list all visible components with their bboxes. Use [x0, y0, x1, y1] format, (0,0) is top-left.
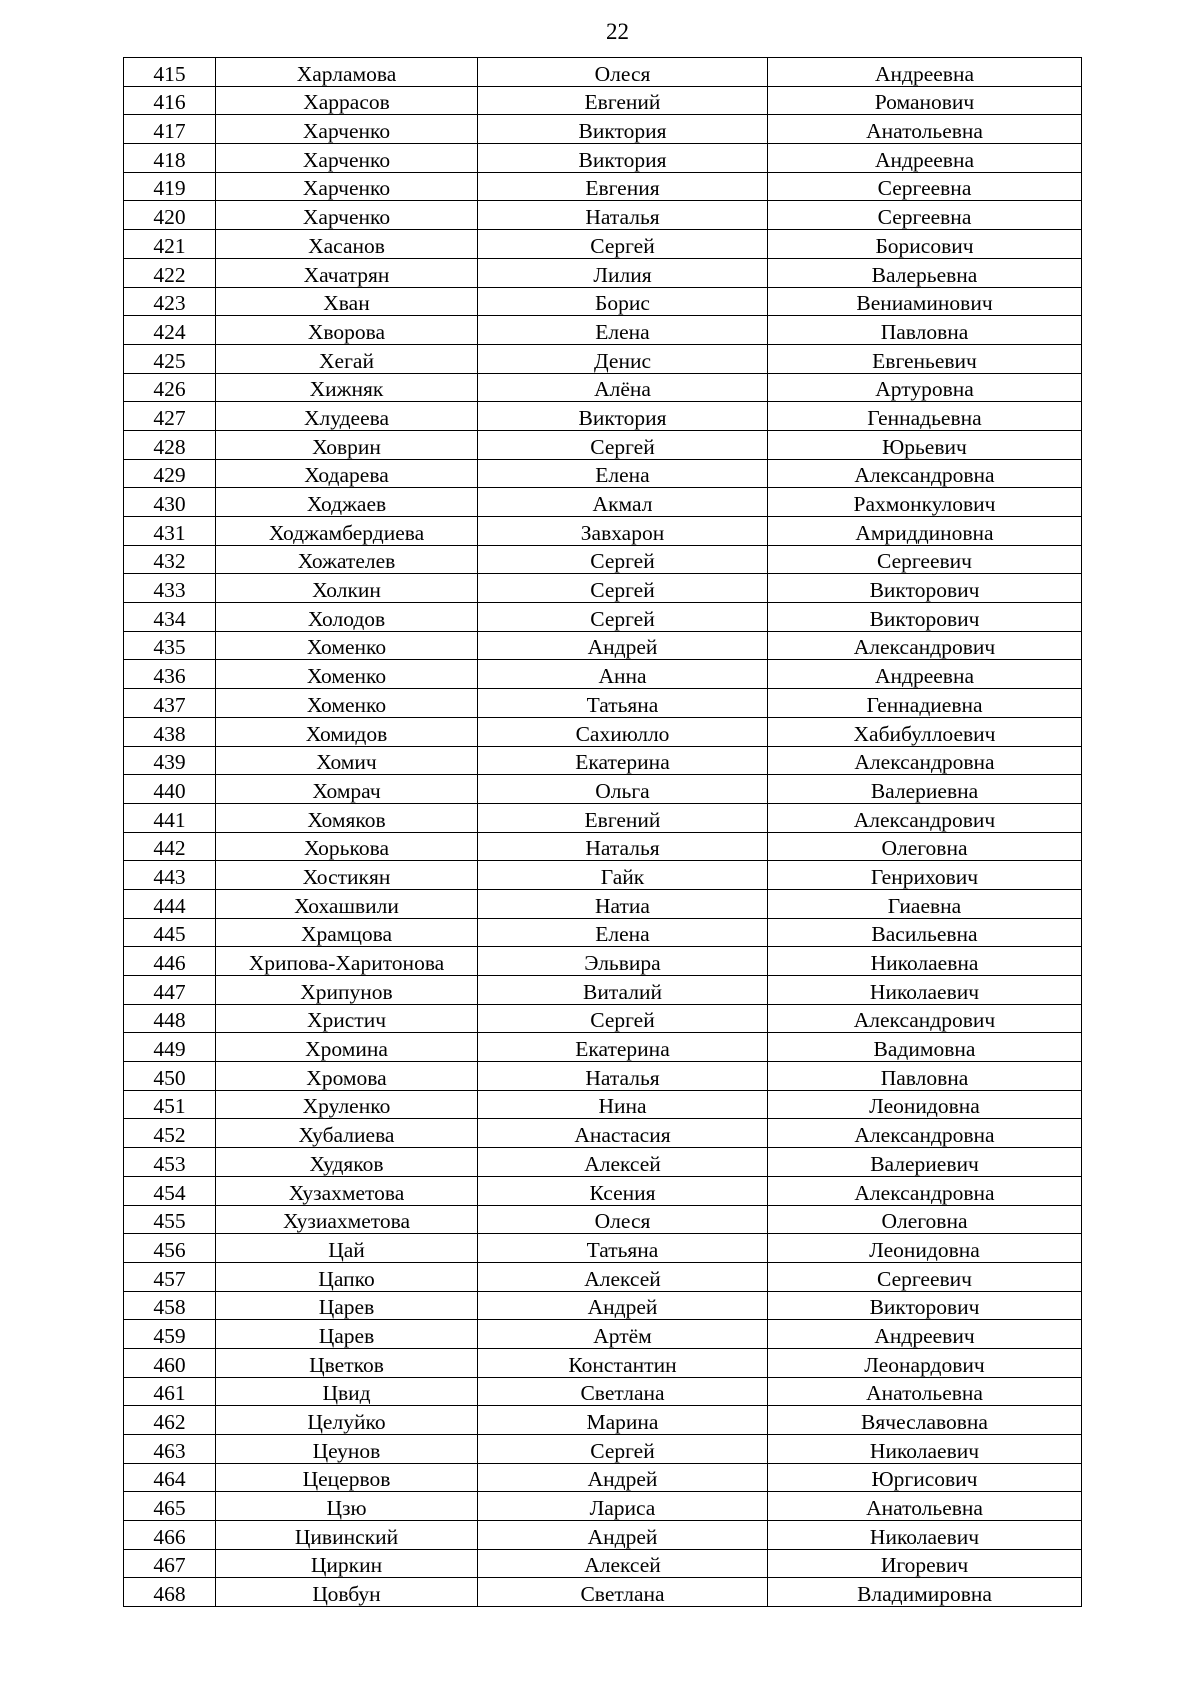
table-row [124, 1234, 1082, 1263]
table-row [124, 574, 1082, 603]
first-name-cell: Сергей [478, 574, 768, 603]
row-number-cell: 424 [124, 316, 216, 345]
row-number-cell: 456 [124, 1234, 216, 1263]
first-name-cell: Гайк [478, 861, 768, 890]
last-name-cell: Цай [216, 1234, 478, 1263]
last-name-cell: Хижняк [216, 373, 478, 402]
table-row [124, 1176, 1082, 1205]
row-number-cell: 431 [124, 517, 216, 546]
row-number-cell: 452 [124, 1119, 216, 1148]
first-name-cell: Алексей [478, 1148, 768, 1177]
last-name-cell: Цапко [216, 1262, 478, 1291]
first-name-cell: Ксения [478, 1176, 768, 1205]
row-number-cell: 444 [124, 889, 216, 918]
row-number-cell: 457 [124, 1262, 216, 1291]
patronymic-cell: Александрович [768, 1004, 1082, 1033]
first-name-cell: Ольга [478, 775, 768, 804]
last-name-cell: Хомич [216, 746, 478, 775]
row-number-cell: 449 [124, 1033, 216, 1062]
first-name-cell: Татьяна [478, 689, 768, 718]
first-name-cell: Анастасия [478, 1119, 768, 1148]
patronymic-cell: Викторович [768, 1291, 1082, 1320]
first-name-cell: Константин [478, 1348, 768, 1377]
table-row [124, 1033, 1082, 1062]
patronymic-cell: Юргисович [768, 1463, 1082, 1492]
patronymic-cell: Викторович [768, 603, 1082, 632]
row-number-cell: 443 [124, 861, 216, 890]
table-row [124, 631, 1082, 660]
last-name-cell: Хрипова-Харитонова [216, 947, 478, 976]
row-number-cell: 440 [124, 775, 216, 804]
first-name-cell: Денис [478, 344, 768, 373]
last-name-cell: Хохашвили [216, 889, 478, 918]
table-row [124, 947, 1082, 976]
patronymic-cell: Вениаминович [768, 287, 1082, 316]
first-name-cell: Екатерина [478, 1033, 768, 1062]
row-number-cell: 439 [124, 746, 216, 775]
last-name-cell: Хомидов [216, 717, 478, 746]
row-number-cell: 445 [124, 918, 216, 947]
table-row [124, 459, 1082, 488]
first-name-cell: Андрей [478, 1291, 768, 1320]
patronymic-cell: Николаевич [768, 1521, 1082, 1550]
table-row [124, 115, 1082, 144]
table-row [124, 1377, 1082, 1406]
table-row [124, 1004, 1082, 1033]
patronymic-cell: Николаевич [768, 1435, 1082, 1464]
first-name-cell: Сергей [478, 1435, 768, 1464]
last-name-cell: Холодов [216, 603, 478, 632]
table-row [124, 172, 1082, 201]
row-number-cell: 462 [124, 1406, 216, 1435]
row-number-cell: 417 [124, 115, 216, 144]
table-row [124, 545, 1082, 574]
patronymic-cell: Генрихович [768, 861, 1082, 890]
patronymic-cell: Борисович [768, 230, 1082, 259]
first-name-cell: Евгения [478, 172, 768, 201]
last-name-cell: Хлудеева [216, 402, 478, 431]
row-number-cell: 455 [124, 1205, 216, 1234]
last-name-cell: Хворова [216, 316, 478, 345]
table-row [124, 230, 1082, 259]
last-name-cell: Хомрач [216, 775, 478, 804]
first-name-cell: Сергей [478, 603, 768, 632]
table-row [124, 689, 1082, 718]
row-number-cell: 468 [124, 1578, 216, 1607]
table-row [124, 344, 1082, 373]
patronymic-cell: Павловна [768, 1062, 1082, 1091]
patronymic-cell: Евгеньевич [768, 344, 1082, 373]
last-name-cell: Целуйко [216, 1406, 478, 1435]
table-row [124, 603, 1082, 632]
patronymic-cell: Сергеевна [768, 172, 1082, 201]
row-number-cell: 460 [124, 1348, 216, 1377]
patronymic-cell: Николаевна [768, 947, 1082, 976]
last-name-cell: Хузиахметова [216, 1205, 478, 1234]
row-number-cell: 458 [124, 1291, 216, 1320]
last-name-cell: Циркин [216, 1549, 478, 1578]
last-name-cell: Харламова [216, 58, 478, 87]
patronymic-cell: Олеговна [768, 1205, 1082, 1234]
first-name-cell: Наталья [478, 1062, 768, 1091]
patronymic-cell: Александровна [768, 459, 1082, 488]
table-row [124, 1062, 1082, 1091]
last-name-cell: Холкин [216, 574, 478, 603]
first-name-cell: Лариса [478, 1492, 768, 1521]
first-name-cell: Борис [478, 287, 768, 316]
patronymic-cell: Леонидовна [768, 1090, 1082, 1119]
row-number-cell: 434 [124, 603, 216, 632]
patronymic-cell: Леонидовна [768, 1234, 1082, 1263]
first-name-cell: Анна [478, 660, 768, 689]
patronymic-cell: Павловна [768, 316, 1082, 345]
last-name-cell: Храмцова [216, 918, 478, 947]
table-row [124, 144, 1082, 173]
first-name-cell: Андрей [478, 631, 768, 660]
row-number-cell: 467 [124, 1549, 216, 1578]
row-number-cell: 429 [124, 459, 216, 488]
first-name-cell: Татьяна [478, 1234, 768, 1263]
table-row [124, 832, 1082, 861]
last-name-cell: Хруленко [216, 1090, 478, 1119]
patronymic-cell: Хабибуллоевич [768, 717, 1082, 746]
table-row [124, 918, 1082, 947]
last-name-cell: Ховрин [216, 430, 478, 459]
row-number-cell: 446 [124, 947, 216, 976]
row-number-cell: 441 [124, 803, 216, 832]
table-row [124, 1090, 1082, 1119]
patronymic-cell: Валериевич [768, 1148, 1082, 1177]
last-name-cell: Худяков [216, 1148, 478, 1177]
row-number-cell: 464 [124, 1463, 216, 1492]
first-name-cell: Алексей [478, 1549, 768, 1578]
row-number-cell: 428 [124, 430, 216, 459]
row-number-cell: 427 [124, 402, 216, 431]
page-number: 22 [606, 19, 629, 44]
patronymic-cell: Андреевич [768, 1320, 1082, 1349]
last-name-cell: Хостикян [216, 861, 478, 890]
row-number-cell: 435 [124, 631, 216, 660]
first-name-cell: Сергей [478, 1004, 768, 1033]
last-name-cell: Ходжаев [216, 488, 478, 517]
last-name-cell: Хромина [216, 1033, 478, 1062]
row-number-cell: 454 [124, 1176, 216, 1205]
last-name-cell: Хасанов [216, 230, 478, 259]
patronymic-cell: Анатольевна [768, 1377, 1082, 1406]
first-name-cell: Акмал [478, 488, 768, 517]
patronymic-cell: Валериевна [768, 775, 1082, 804]
first-name-cell: Светлана [478, 1377, 768, 1406]
first-name-cell: Андрей [478, 1463, 768, 1492]
table-row [124, 660, 1082, 689]
patronymic-cell: Сергеевич [768, 545, 1082, 574]
row-number-cell: 447 [124, 976, 216, 1005]
first-name-cell: Сергей [478, 230, 768, 259]
last-name-cell: Харченко [216, 201, 478, 230]
last-name-cell: Цецервов [216, 1463, 478, 1492]
first-name-cell: Сахиюлло [478, 717, 768, 746]
table-row [124, 746, 1082, 775]
table-row [124, 717, 1082, 746]
table-row [124, 1463, 1082, 1492]
patronymic-cell: Вадимовна [768, 1033, 1082, 1062]
first-name-cell: Елена [478, 918, 768, 947]
table-row [124, 316, 1082, 345]
table-row [124, 1205, 1082, 1234]
table-row [124, 517, 1082, 546]
last-name-cell: Харрасов [216, 86, 478, 115]
patronymic-cell: Анатольевна [768, 115, 1082, 144]
row-number-cell: 432 [124, 545, 216, 574]
row-number-cell: 425 [124, 344, 216, 373]
first-name-cell: Лилия [478, 258, 768, 287]
last-name-cell: Харченко [216, 144, 478, 173]
roster-table [123, 57, 1082, 1607]
first-name-cell: Елена [478, 459, 768, 488]
first-name-cell: Натиа [478, 889, 768, 918]
first-name-cell: Виктория [478, 402, 768, 431]
row-number-cell: 422 [124, 258, 216, 287]
patronymic-cell: Игоревич [768, 1549, 1082, 1578]
row-number-cell: 437 [124, 689, 216, 718]
patronymic-cell: Вячеславовна [768, 1406, 1082, 1435]
row-number-cell: 430 [124, 488, 216, 517]
table-row [124, 1549, 1082, 1578]
last-name-cell: Цеунов [216, 1435, 478, 1464]
table-row [124, 976, 1082, 1005]
table-row [124, 86, 1082, 115]
patronymic-cell: Васильевна [768, 918, 1082, 947]
first-name-cell: Виктория [478, 115, 768, 144]
patronymic-cell: Андреевна [768, 58, 1082, 87]
patronymic-cell: Александровна [768, 1176, 1082, 1205]
row-number-cell: 453 [124, 1148, 216, 1177]
table-row [124, 373, 1082, 402]
patronymic-cell: Андреевна [768, 144, 1082, 173]
last-name-cell: Хомяков [216, 803, 478, 832]
row-number-cell: 459 [124, 1320, 216, 1349]
last-name-cell: Хорькова [216, 832, 478, 861]
last-name-cell: Цивинский [216, 1521, 478, 1550]
patronymic-cell: Александровна [768, 1119, 1082, 1148]
patronymic-cell: Андреевна [768, 660, 1082, 689]
last-name-cell: Хрипунов [216, 976, 478, 1005]
first-name-cell: Светлана [478, 1578, 768, 1607]
first-name-cell: Наталья [478, 832, 768, 861]
last-name-cell: Цзю [216, 1492, 478, 1521]
last-name-cell: Хоменко [216, 660, 478, 689]
roster-body [124, 58, 1082, 1607]
table-row [124, 1148, 1082, 1177]
last-name-cell: Ходарева [216, 459, 478, 488]
patronymic-cell: Рахмонкулович [768, 488, 1082, 517]
table-row [124, 58, 1082, 87]
first-name-cell: Сергей [478, 545, 768, 574]
last-name-cell: Цветков [216, 1348, 478, 1377]
table-row [124, 1435, 1082, 1464]
row-number-cell: 426 [124, 373, 216, 402]
patronymic-cell: Геннадиевна [768, 689, 1082, 718]
last-name-cell: Ходжамбердиева [216, 517, 478, 546]
last-name-cell: Царев [216, 1291, 478, 1320]
first-name-cell: Алексей [478, 1262, 768, 1291]
last-name-cell: Хачатрян [216, 258, 478, 287]
patronymic-cell: Романович [768, 86, 1082, 115]
last-name-cell: Хромова [216, 1062, 478, 1091]
first-name-cell: Марина [478, 1406, 768, 1435]
table-row [124, 402, 1082, 431]
patronymic-cell: Геннадьевна [768, 402, 1082, 431]
patronymic-cell: Юрьевич [768, 430, 1082, 459]
first-name-cell: Сергей [478, 430, 768, 459]
last-name-cell: Хожателев [216, 545, 478, 574]
row-number-cell: 433 [124, 574, 216, 603]
table-row [124, 258, 1082, 287]
first-name-cell: Алёна [478, 373, 768, 402]
table-row [124, 1492, 1082, 1521]
first-name-cell: Эльвира [478, 947, 768, 976]
row-number-cell: 415 [124, 58, 216, 87]
table-row [124, 861, 1082, 890]
row-number-cell: 438 [124, 717, 216, 746]
row-number-cell: 451 [124, 1090, 216, 1119]
last-name-cell: Христич [216, 1004, 478, 1033]
table-row [124, 1406, 1082, 1435]
last-name-cell: Харченко [216, 115, 478, 144]
table-row [124, 488, 1082, 517]
first-name-cell: Олеся [478, 1205, 768, 1234]
first-name-cell: Евгений [478, 803, 768, 832]
row-number-cell: 465 [124, 1492, 216, 1521]
first-name-cell: Завхарон [478, 517, 768, 546]
last-name-cell: Хоменко [216, 689, 478, 718]
table-row [124, 889, 1082, 918]
row-number-cell: 421 [124, 230, 216, 259]
row-number-cell: 418 [124, 144, 216, 173]
first-name-cell: Олеся [478, 58, 768, 87]
row-number-cell: 463 [124, 1435, 216, 1464]
first-name-cell: Виталий [478, 976, 768, 1005]
last-name-cell: Хоменко [216, 631, 478, 660]
patronymic-cell: Владимировна [768, 1578, 1082, 1607]
patronymic-cell: Сергеевич [768, 1262, 1082, 1291]
table-row [124, 803, 1082, 832]
patronymic-cell: Александрович [768, 631, 1082, 660]
last-name-cell: Царев [216, 1320, 478, 1349]
patronymic-cell: Леонардович [768, 1348, 1082, 1377]
patronymic-cell: Артуровна [768, 373, 1082, 402]
first-name-cell: Екатерина [478, 746, 768, 775]
row-number-cell: 423 [124, 287, 216, 316]
patronymic-cell: Анатольевна [768, 1492, 1082, 1521]
table-row [124, 1320, 1082, 1349]
table-row [124, 1348, 1082, 1377]
last-name-cell: Цвид [216, 1377, 478, 1406]
patronymic-cell: Николаевич [768, 976, 1082, 1005]
table-row [124, 1262, 1082, 1291]
first-name-cell: Виктория [478, 144, 768, 173]
last-name-cell: Хегай [216, 344, 478, 373]
table-row [124, 1119, 1082, 1148]
patronymic-cell: Сергеевна [768, 201, 1082, 230]
first-name-cell: Елена [478, 316, 768, 345]
row-number-cell: 442 [124, 832, 216, 861]
patronymic-cell: Олеговна [768, 832, 1082, 861]
patronymic-cell: Викторович [768, 574, 1082, 603]
last-name-cell: Хван [216, 287, 478, 316]
first-name-cell: Евгений [478, 86, 768, 115]
row-number-cell: 450 [124, 1062, 216, 1091]
last-name-cell: Хузахметова [216, 1176, 478, 1205]
row-number-cell: 448 [124, 1004, 216, 1033]
first-name-cell: Нина [478, 1090, 768, 1119]
patronymic-cell: Амриддиновна [768, 517, 1082, 546]
table-row [124, 287, 1082, 316]
last-name-cell: Харченко [216, 172, 478, 201]
row-number-cell: 420 [124, 201, 216, 230]
table-row [124, 1291, 1082, 1320]
patronymic-cell: Валерьевна [768, 258, 1082, 287]
patronymic-cell: Александровна [768, 746, 1082, 775]
table-row [124, 1521, 1082, 1550]
row-number-cell: 436 [124, 660, 216, 689]
patronymic-cell: Гиаевна [768, 889, 1082, 918]
row-number-cell: 416 [124, 86, 216, 115]
first-name-cell: Артём [478, 1320, 768, 1349]
first-name-cell: Наталья [478, 201, 768, 230]
table-row [124, 201, 1082, 230]
row-number-cell: 419 [124, 172, 216, 201]
last-name-cell: Цовбун [216, 1578, 478, 1607]
table-row [124, 1578, 1082, 1607]
table-row [124, 430, 1082, 459]
last-name-cell: Хубалиева [216, 1119, 478, 1148]
table-row [124, 775, 1082, 804]
row-number-cell: 466 [124, 1521, 216, 1550]
row-number-cell: 461 [124, 1377, 216, 1406]
patronymic-cell: Александрович [768, 803, 1082, 832]
first-name-cell: Андрей [478, 1521, 768, 1550]
